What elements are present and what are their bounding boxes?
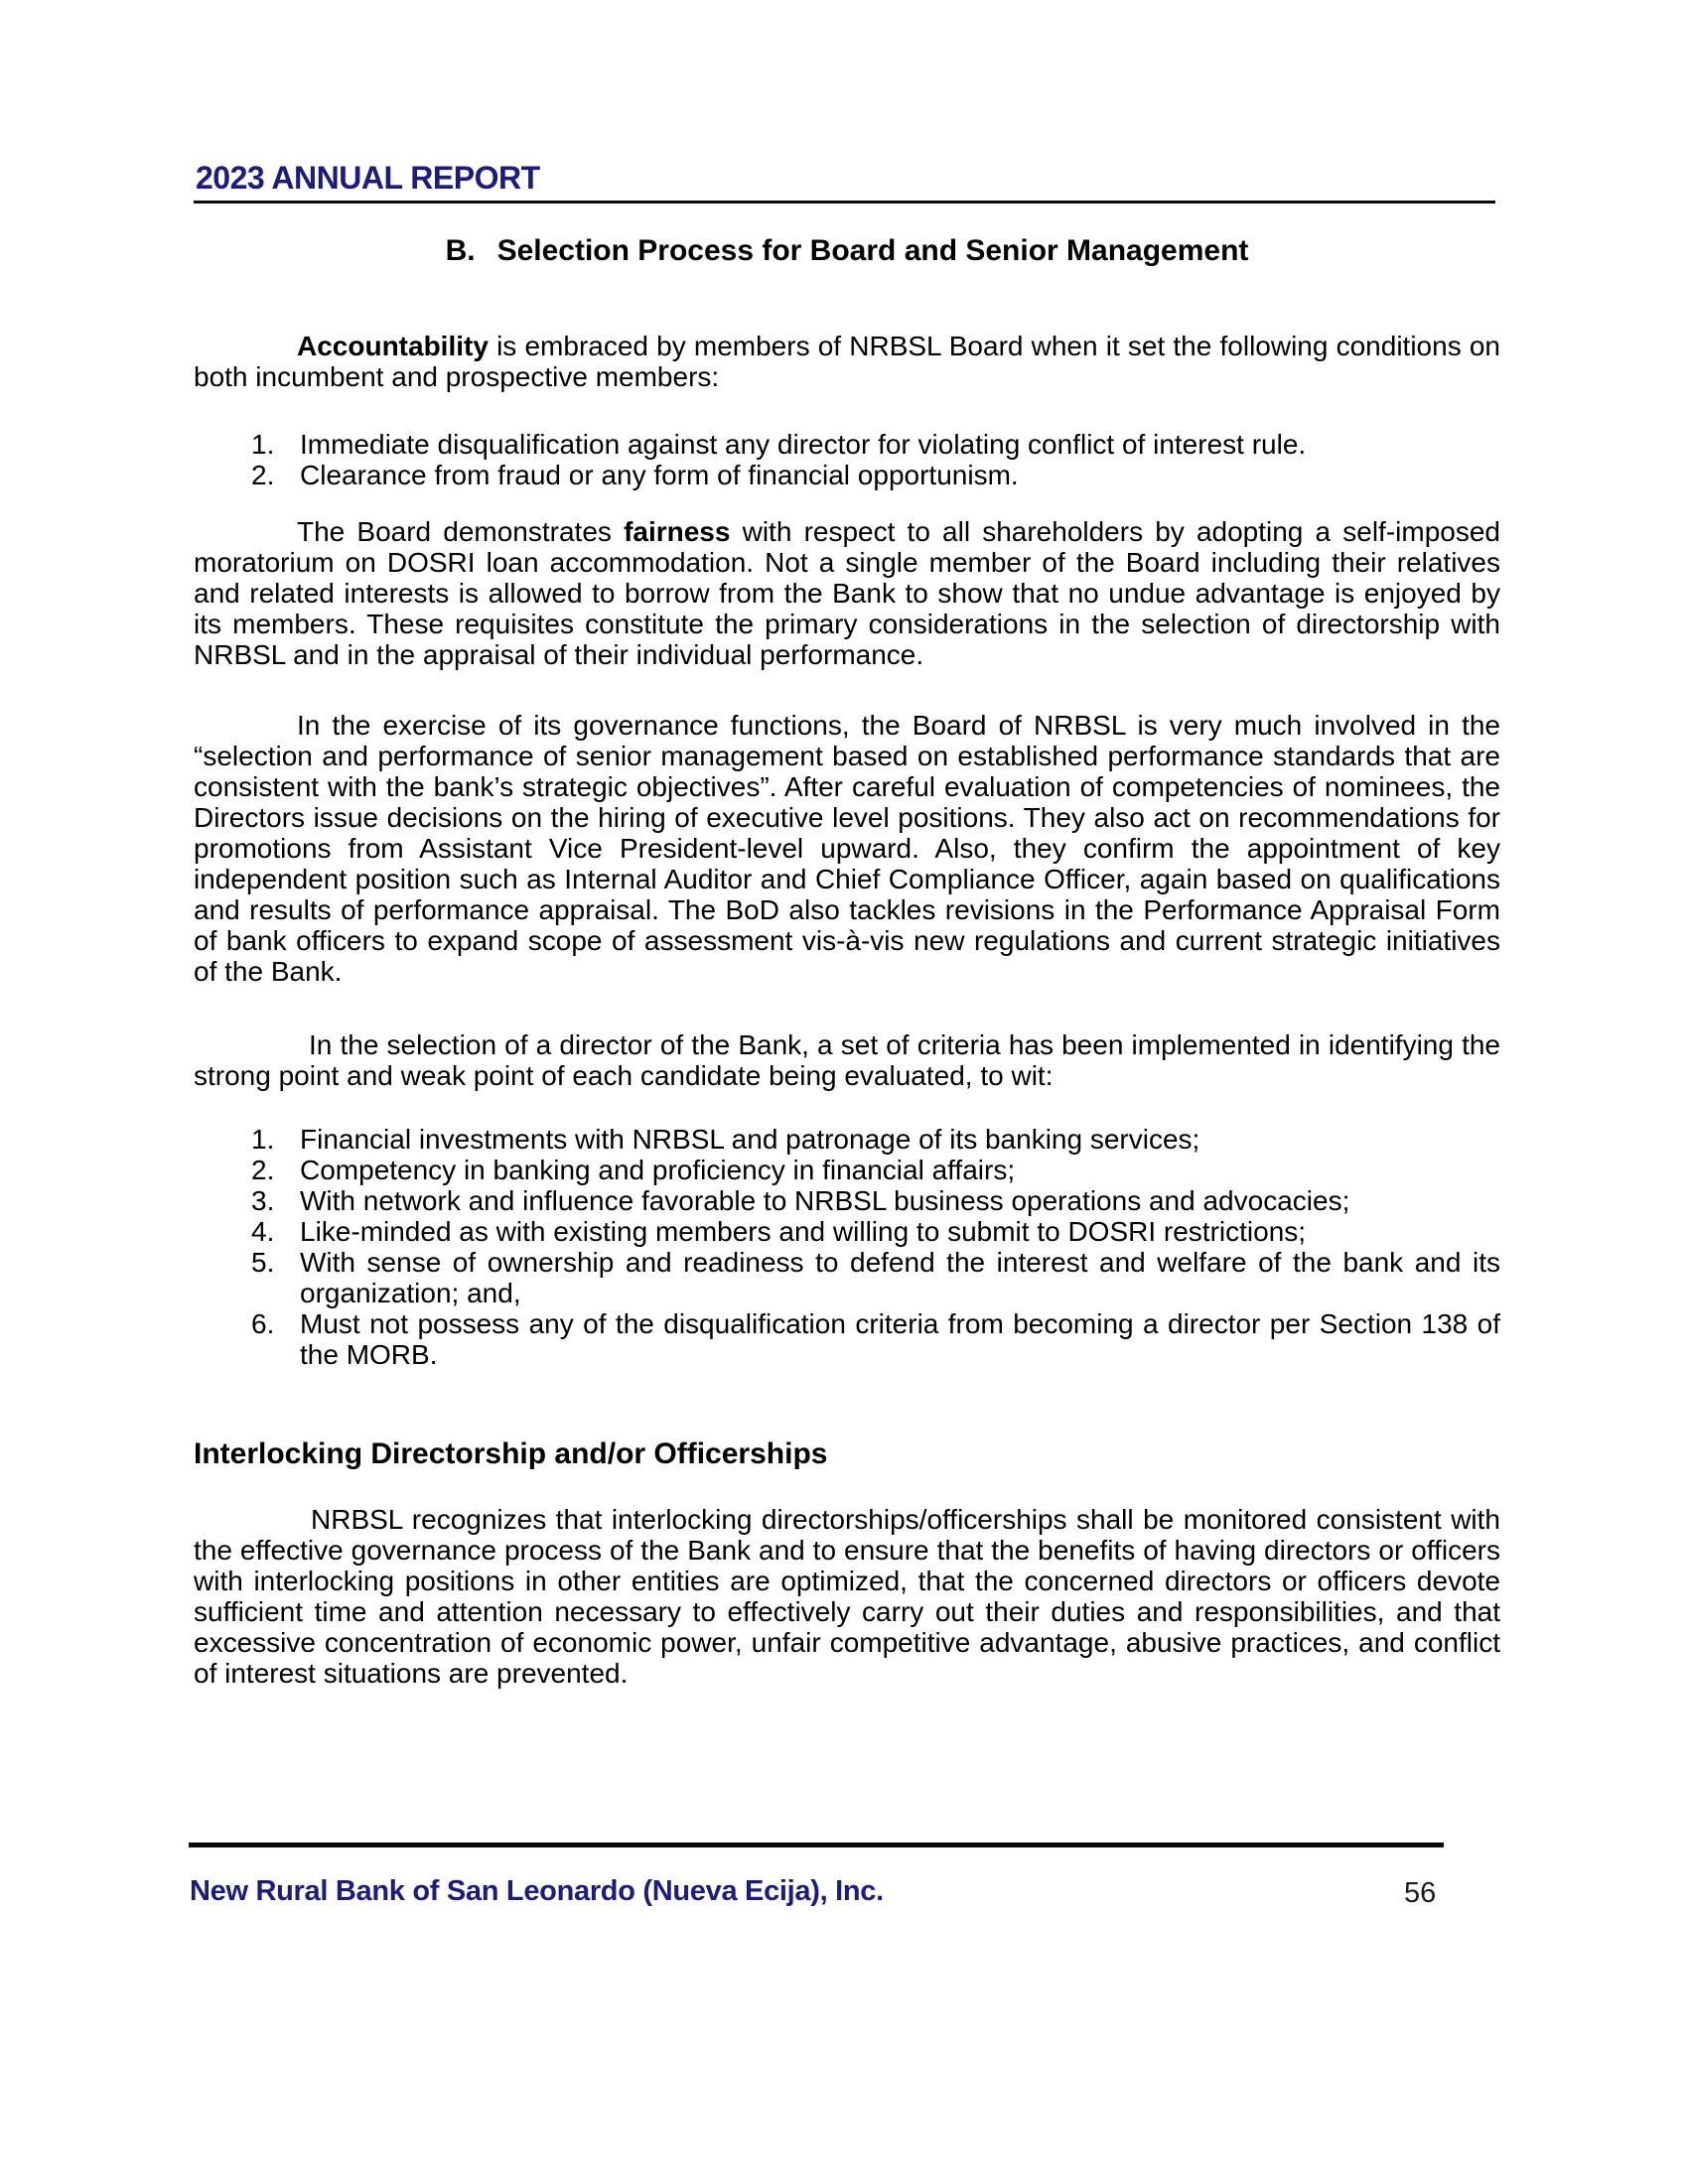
list-item-text: Immediate disqualification against any director for violating conflict of interest rule. (300, 429, 1307, 460)
paragraph-selection-criteria-intro: In the selection of a director of the Bank, a set of criteria has been implemented in identifying the strong point and weak point of each candidate being evaluated, to wit: (194, 1029, 1500, 1091)
section-title (194, 235, 1500, 266)
section-letter: B. (445, 234, 476, 267)
list-item (194, 1247, 1500, 1308)
list-item (194, 429, 1500, 460)
paragraph-fairness (194, 516, 1500, 670)
list-item-number: 5. (251, 1247, 275, 1278)
list-item-number: 2. (251, 1155, 275, 1185)
list-item-number: 6. (251, 1308, 275, 1339)
paragraph-interlocking: NRBSL recognizes that interlocking directorships/officerships shall be monitored consistent with the effective governance process of the Bank and to ensure that the benefits of having directors or officers with interlocking positions in other entities are optimized, that the concerned directors or officers devote sufficient time and attention necessary to effectively carry out their duties and responsibilities, and that excessive concentration of economic power, unfair competitive advantage, abusive practices, and conflict of interest situations are prevented. (194, 1504, 1500, 1689)
paragraph-fairness-before: The Board demonstrates (297, 516, 625, 547)
document-body (194, 235, 1500, 1689)
list-item-text: Financial investments with NRBSL and patronage of its banking services; (300, 1124, 1200, 1155)
header-divider (194, 201, 1495, 204)
report-header-title: 2023 ANNUAL REPORT (196, 160, 540, 196)
criteria-list (194, 1124, 1500, 1370)
list-item (194, 1185, 1500, 1216)
conditions-list (194, 429, 1500, 490)
list-item (194, 1308, 1500, 1370)
accountability-bold-word: Accountability (297, 331, 489, 361)
fairness-bold-word: fairness (624, 516, 731, 547)
section-title-text: Selection Process for Board and Senior Management (496, 234, 1249, 267)
list-item (194, 1155, 1500, 1185)
list-item-number: 2. (251, 460, 275, 490)
footer-divider (189, 1843, 1444, 1847)
list-item-text: Must not possess any of the disqualification criteria from becoming a director per Section 138 of the MORB. (300, 1308, 1500, 1370)
list-item-text: Clearance from fraud or any form of financial opportunism. (300, 460, 1019, 490)
list-item-number: 4. (251, 1216, 275, 1247)
list-item-text: Competency in banking and proficiency in financial affairs; (300, 1155, 1016, 1185)
paragraph-accountability-text: is embraced by members of NRBSL Board when it set the following conditions on both incumbent and prospective members: (194, 331, 1500, 392)
interlocking-subheading: Interlocking Directorship and/or Officerships (194, 1437, 828, 1470)
list-item-number: 3. (251, 1185, 275, 1216)
list-item (194, 1216, 1500, 1247)
footer-page-number: 56 (1404, 1877, 1437, 1909)
footer-bank-name: New Rural Bank of San Leonardo (Nueva Ecija), Inc. (190, 1875, 884, 1907)
paragraph-accountability (194, 331, 1500, 392)
list-item (194, 460, 1500, 490)
paragraph-governance: In the exercise of its governance functions, the Board of NRBSL is very much involved in the “selection and performance of senior management based on established performance standards that are consistent with the bank’s strategic objectives”. After careful evaluation of competencies of nominees, the Directors issue decisions on the hiring of executive level positions. They also act on recommendations for promotions from Assistant Vice President-level upward. Also, they confirm the appointment of key independent position such as Internal Auditor and Chief Compliance Officer, again based on qualifications and results of performance appraisal. The BoD also tackles revisions in the Performance Appraisal Form of bank officers to expand scope of assessment vis-à-vis new regulations and current strategic initiatives of the Bank. (194, 710, 1500, 987)
list-item-text: With sense of ownership and readiness to defend the interest and welfare of the bank and its organization; and, (300, 1247, 1500, 1308)
paragraph-fairness-after: with respect to all shareholders by adopting a self-imposed moratorium on DOSRI loan accommodation. Not a single member of the Board including their relatives and related interests is allowed to borrow from the Bank to show that no undue advantage is enjoyed by its members. These requisites constitute the primary considerations in the selection of directorship with NRBSL and in the appraisal of their individual performance. (194, 516, 1500, 670)
list-item-number: 1. (251, 1124, 275, 1155)
list-item-number: 1. (251, 429, 275, 460)
list-item-text: Like-minded as with existing members and willing to submit to DOSRI restrictions; (300, 1216, 1307, 1247)
list-item-text: With network and influence favorable to NRBSL business operations and advocacies; (300, 1185, 1350, 1216)
list-item (194, 1124, 1500, 1155)
